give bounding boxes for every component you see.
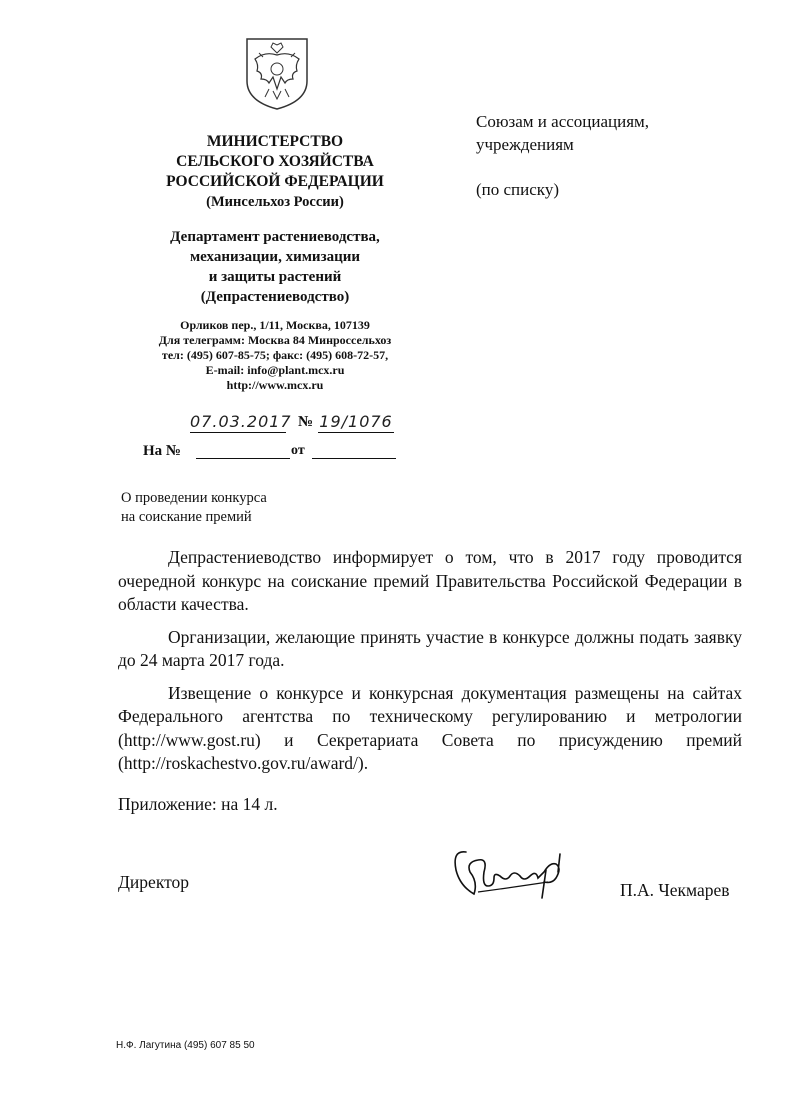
attachment-note: Приложение: на 14 л. — [118, 794, 278, 814]
addressee-list-note: (по списку) — [476, 180, 559, 199]
outgoing-date: 07.03.2017 — [190, 412, 292, 431]
handwritten-signature — [448, 842, 574, 922]
addressee-block — [476, 110, 776, 201]
addressee-line: учреждениям — [476, 135, 574, 154]
contacts-block — [120, 318, 430, 393]
contact-telegram: Для телеграмм: Москва 84 Минроссельхоз — [158, 333, 392, 347]
body-paragraph: Организации, желающие принять участие в конкурсе должны подать заявку до 24 марта 2017 года. — [118, 626, 742, 670]
contact-phone: тел: (495) 607-85-75; факс: (495) 608-72-57, — [161, 348, 389, 362]
ministry-line: РОССИЙСКОЙ ФЕДЕРАЦИИ — [166, 173, 384, 190]
executor-contact: Н.Ф. Лагутина (495) 607 85 50 — [116, 1040, 255, 1051]
body-paragraph: Депрастениеводство информирует о том, что в 2017 году проводится очередной конкурс на соискание премий Правительства Российской Федерации в области качества. — [118, 547, 742, 614]
reply-to-number-blank — [196, 458, 290, 459]
ministry-line: МИНИСТЕРСТВО — [206, 133, 344, 150]
contact-website: http://www.mcx.ru — [226, 378, 324, 392]
ministry-short-name: (Минсельхоз России) — [206, 194, 344, 210]
coat-of-arms-emblem — [243, 35, 311, 111]
ministry-header — [120, 132, 430, 212]
addressee-line: Союзам и ассоциациям, — [476, 112, 650, 131]
contact-email: E-mail: info@plant.mcx.ru — [205, 363, 345, 377]
number-label: № — [298, 414, 314, 430]
signer-title: Директор — [118, 872, 190, 892]
department-line: Департамент растениеводства, — [170, 229, 380, 245]
reply-to-number-label: На № — [143, 443, 181, 459]
subject-line: О проведении конкурса — [121, 490, 267, 506]
signer-name: П.А. Чекмарев — [620, 880, 730, 900]
body-paragraph: Извещение о конкурсе и конкурсная документация размещены на сайтах Федерального агентства по техническому регулированию и метрологии (http://www.gost.ru) и Секретариата Совета по присуждению премий (http://roskachestvo.gov.ru/award/). — [118, 682, 742, 773]
ministry-line: СЕЛЬСКОГО ХОЗЯЙСТВА — [176, 153, 374, 170]
department-line: механизации, химизации — [189, 249, 361, 265]
department-short-name: (Депрастениеводство) — [200, 289, 350, 305]
letter-body — [118, 546, 742, 776]
subject-line: на соискание премий — [121, 509, 252, 525]
department-header — [120, 227, 430, 307]
contact-address: Орликов пер., 1/11, Москва, 107139 — [180, 318, 370, 332]
letter-subject — [121, 489, 371, 527]
outgoing-number: 19/1076 — [319, 412, 393, 431]
reply-to-date-label: от — [291, 443, 305, 458]
reply-to-date-blank — [312, 458, 396, 459]
department-line: и защиты растений — [208, 269, 342, 285]
